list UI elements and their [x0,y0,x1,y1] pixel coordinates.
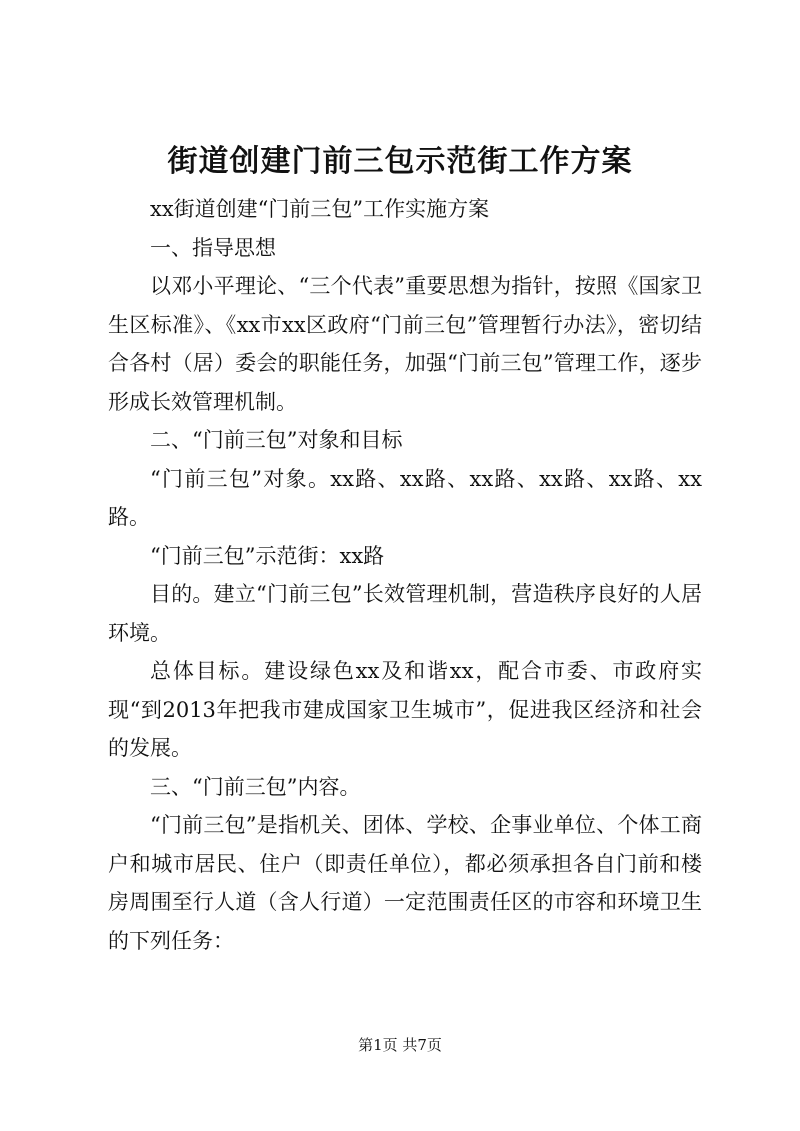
paragraph-demo-street: “门前三包”示范街：xx路 [150,543,385,568]
paragraph-objects: “门前三包”对象。xx路、xx路、xx路、xx路、xx路、xx路。 [108,466,702,529]
section-heading-objects-and-goals: 二、“门前三包”对象和目标 [150,428,403,452]
paragraph-subtitle: xx街道创建“门前三包”工作实施方案 [150,197,490,221]
paragraph-content-definition: “门前三包”是指机关、团体、学校、企事业单位、个体工商户和城市居民、住户（即责任单位），都必须承担各自门前和楼房周围至行人道（含人行道）一定范围责任区的市容和环境卫生的下列任务： [108,813,702,953]
page-number-footer: 第1页 共7页 [358,1036,442,1054]
paragraph-purpose: 目的。建立“门前三包”长效管理机制，营造秩序良好的人居环境。 [108,582,702,645]
document-title: 街道创建门前三包示范街工作方案 [167,144,633,179]
section-heading-guiding-thought: 一、指导思想 [150,235,276,260]
paragraph-overall-goal: 总体目标。建设绿色xx及和谐xx，配合市委、市政府实现“到2013年把我市建成国家卫生城市”，促进我区经济和社会的发展。 [108,659,702,760]
document-body [108,190,702,960]
section-heading-content: 三、“门前三包”内容。 [150,774,361,799]
paragraph-guiding-thought: 以邓小平理论、“三个代表”重要思想为指针，按照《国家卫生区标准》、《xx市xx区政府“门前三包”管理暂行办法》，密切结合各村（居）委会的职能任务，加强“门前三包”管理工作，逐步形成长效管理机制。 [108,274,702,414]
